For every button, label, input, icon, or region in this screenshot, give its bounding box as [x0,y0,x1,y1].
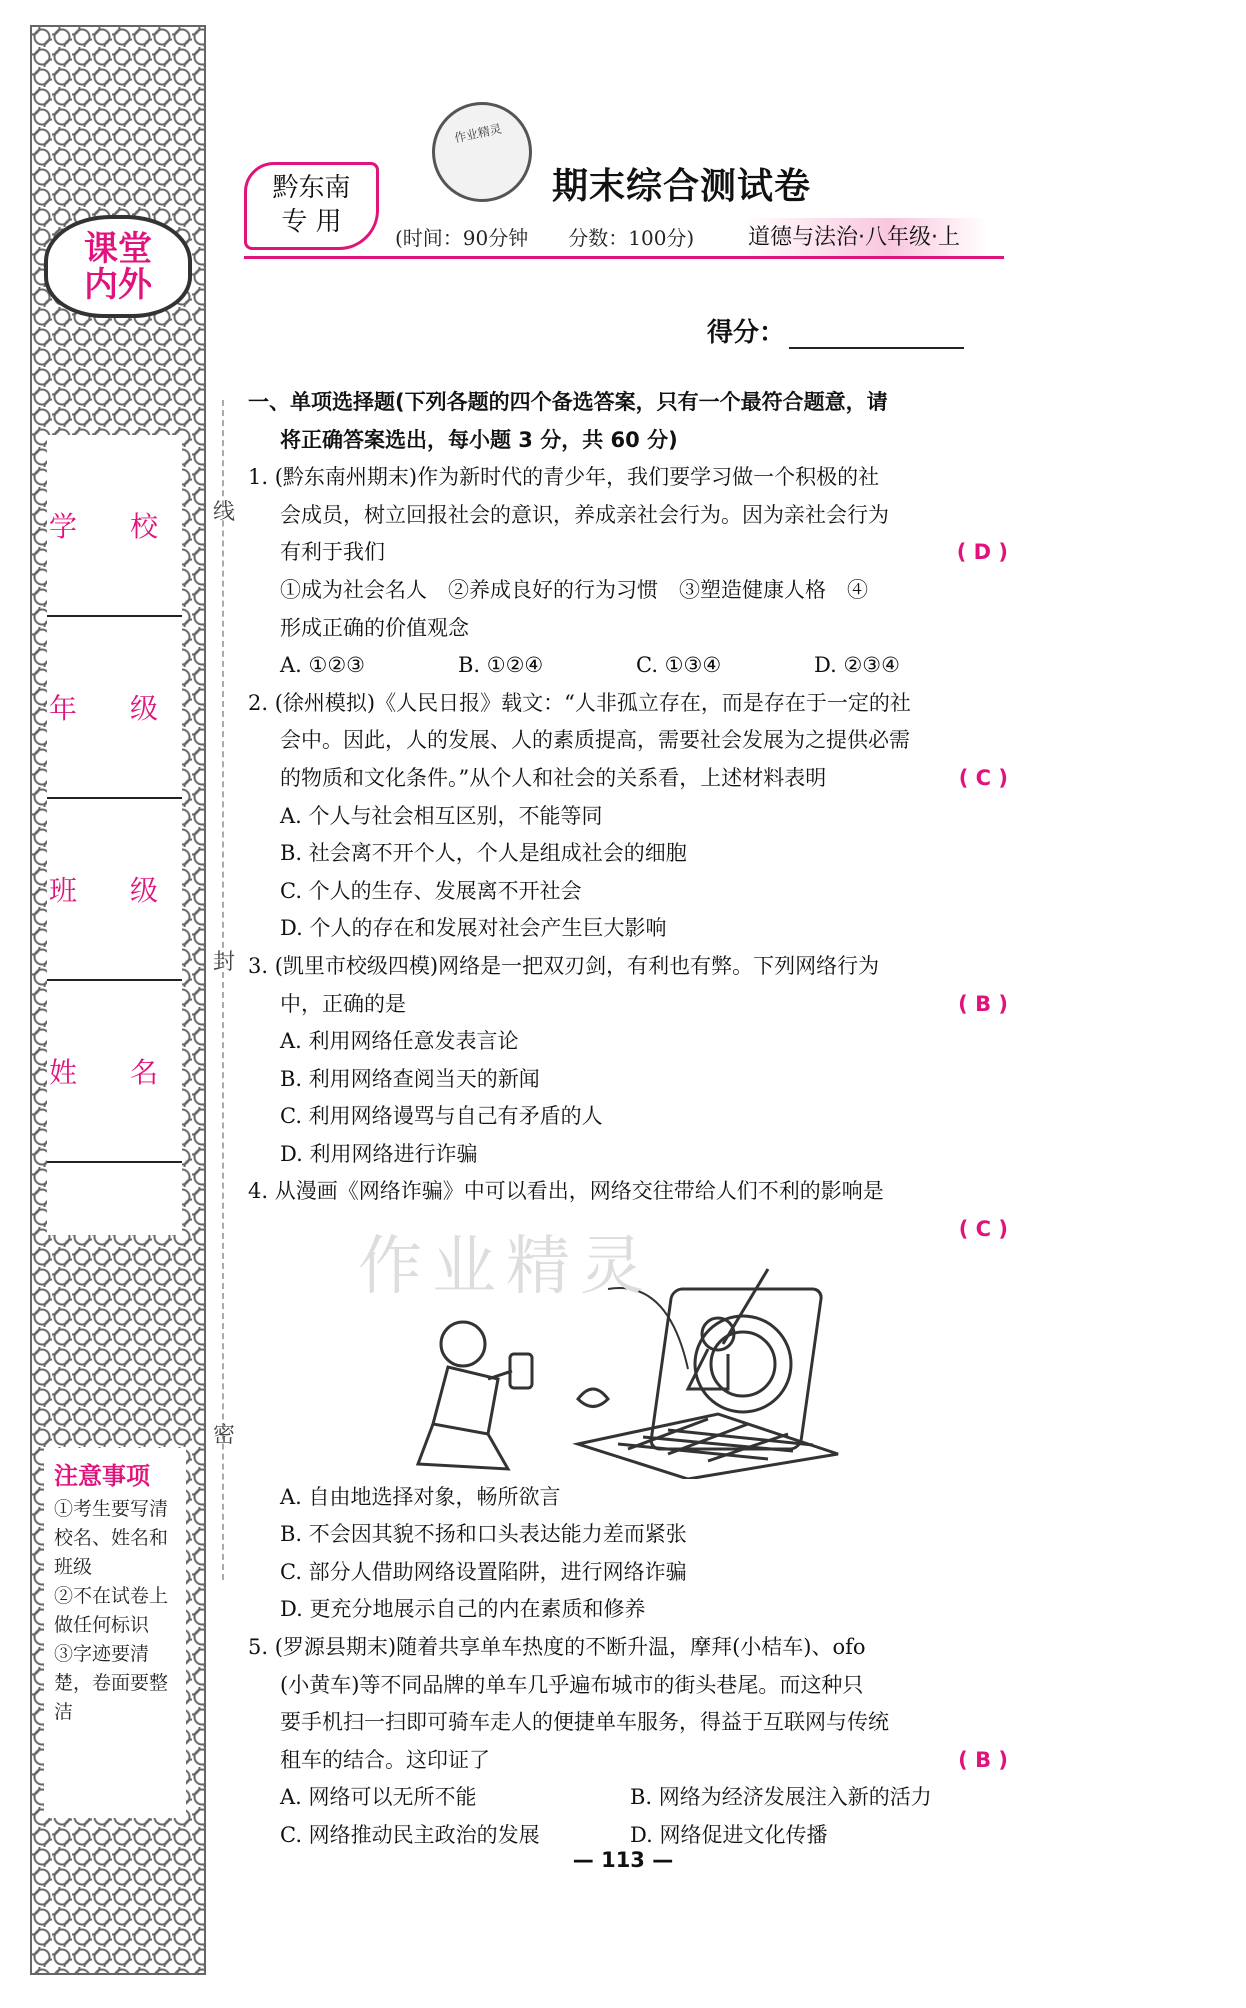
option[interactable]: D. 个人的存在和发展对社会产生巨大影响 [280,916,667,941]
score-area [707,312,964,349]
option[interactable]: D. 网络促进文化传播 [630,1823,828,1847]
question-text: 会成员，树立回报社会的意识，养成亲社会行为。因为亲社会行为 [280,502,889,527]
question-last-row [248,1742,1008,1780]
options-row [248,1779,1008,1817]
question-text: 5. (罗源县期末)随着共享单车热度的不断升温，摩拜(小桔车)、ofo [248,1635,866,1660]
question-3 [248,948,1008,1174]
option[interactable]: A. 网络可以无所不能 [280,1785,477,1810]
exam-meta: (时间：90分钟 分数：100分) [395,226,695,250]
question-1 [248,459,1008,685]
statement-text: ①成为社会名人 ②养成良好的行为习惯 ③塑造健康人格 ④ [280,577,868,602]
seal-char: 线 [213,500,236,525]
note-item: ③字迹要清楚，卷面要整洁 [54,1643,169,1723]
answer-mark: ( B ) [958,991,1008,1016]
brand-logo [44,215,192,318]
question-text: 有利于我们 [280,540,385,565]
region-badge [244,162,379,250]
cartoon-image [248,1229,1008,1479]
option[interactable]: A. 个人与社会相互区别，不能等同 [280,803,603,828]
region-line: 黔东南 [272,173,351,203]
question-last-row [248,986,1008,1024]
notes-box [44,1448,186,1818]
class-field[interactable]: 班 级 [47,799,182,981]
school-field[interactable]: 学 校 [47,435,182,617]
header-divider [244,256,1004,259]
question-text: 3. (凯里市校级四模)网络是一把双刃剑，有利也有弊。下列网络行为 [248,953,880,978]
option[interactable]: D. 更充分地展示自己的内在素质和修养 [280,1597,646,1622]
watermark-text: 作业精灵 [358,1229,654,1304]
question-5 [248,1629,1008,1855]
option[interactable]: B. 网络为经济发展注入新的活力 [630,1785,932,1810]
page-number: — 113 — [572,1848,674,1872]
grade-field[interactable]: 年 级 [47,617,182,799]
question-text: (小黄车)等不同品牌的单车几乎遍布城市的街头巷尾。而这种只 [280,1672,864,1697]
answer-mark: ( B ) [958,1747,1008,1772]
score-label: 得分： [707,318,786,348]
option[interactable]: B. 利用网络查阅当天的新闻 [280,1066,540,1091]
question-text: 中，正确的是 [280,991,406,1016]
options-row [248,647,1008,685]
option[interactable]: B. ①②④ [458,653,544,678]
question-2 [248,685,1008,948]
question-text: 租车的结合。这印证了 [280,1747,490,1772]
question-text: 1. (黔东南州期末)作为新时代的青少年，我们要学习做一个积极的社 [248,465,880,490]
option[interactable]: C. 部分人借助网络设置陷阱，进行网络诈骗 [280,1559,687,1584]
subject-tag: 道德与法治·八年级·上 [742,218,988,259]
section-title: 将正确答案选出，每小题 3 分，共 60 分) [280,427,678,452]
statement-text: 形成正确的价值观念 [280,615,469,640]
student-info-panel [47,435,182,1235]
question-content [248,384,1008,1855]
exam-title: 期末综合测试卷 [552,166,812,207]
brand-stamp: 作业精灵 [423,93,542,212]
option[interactable]: C. 利用网络谩骂与自己有矛盾的人 [280,1104,603,1129]
option[interactable]: B. 不会因其貌不扬和口头表达能力差而紧张 [280,1522,687,1547]
question-4 [248,1173,1008,1629]
seal-line [222,400,234,1580]
question-last-row [248,760,1008,798]
option[interactable]: A. ①②③ [280,653,365,678]
question-last-row [248,534,1008,572]
option[interactable]: C. 个人的生存、发展离不开社会 [280,878,582,903]
seal-char: 封 [213,950,236,975]
question-text: 的物质和文化条件。”从个人和社会的关系看，上述材料表明 [280,765,827,790]
question-text: 会中。因此，人的发展、人的素质提高，需要社会发展为之提供必需 [280,728,910,753]
name-field[interactable]: 姓 名 [47,981,182,1163]
brand-logo-text: 课堂内外 [84,228,152,305]
option[interactable]: B. 社会离不开个人，个人是组成社会的细胞 [280,841,687,866]
option[interactable]: D. ②③④ [814,653,900,678]
option[interactable]: A. 利用网络任意发表言论 [280,1029,519,1054]
section-title: 一、单项选择题(下列各题的四个备选答案，只有一个最符合题意，请 [248,390,888,414]
question-text: 2. (徐州模拟)《人民日报》载文：“人非孤立存在，而是存在于一定的社 [248,690,911,715]
note-item: ①考生要写清校名、姓名和班级 [54,1498,169,1578]
answer-mark: ( D ) [956,540,1008,565]
option[interactable]: A. 自由地选择对象，畅所欲言 [280,1484,561,1509]
score-blank[interactable] [789,323,964,349]
question-text: 4. 从漫画《网络诈骗》中可以看出，网络交往带给人们不利的影响是 [248,1179,884,1204]
question-text: 要手机扫一扫即可骑车走人的便捷单车服务，得益于互联网与传统 [280,1710,889,1735]
notes-title: 注意事项 [54,1462,150,1490]
option[interactable]: D. 利用网络进行诈骗 [280,1141,478,1166]
option[interactable]: C. ①③④ [636,653,722,678]
option[interactable]: C. 网络推动民主政治的发展 [280,1823,540,1847]
answer-mark: ( C ) [958,1217,1008,1242]
answer-mark: ( C ) [958,765,1008,790]
note-item: ②不在试卷上做任何标识 [54,1585,169,1636]
region-line: 专 用 [281,207,342,237]
seal-char: 密 [213,1423,236,1448]
